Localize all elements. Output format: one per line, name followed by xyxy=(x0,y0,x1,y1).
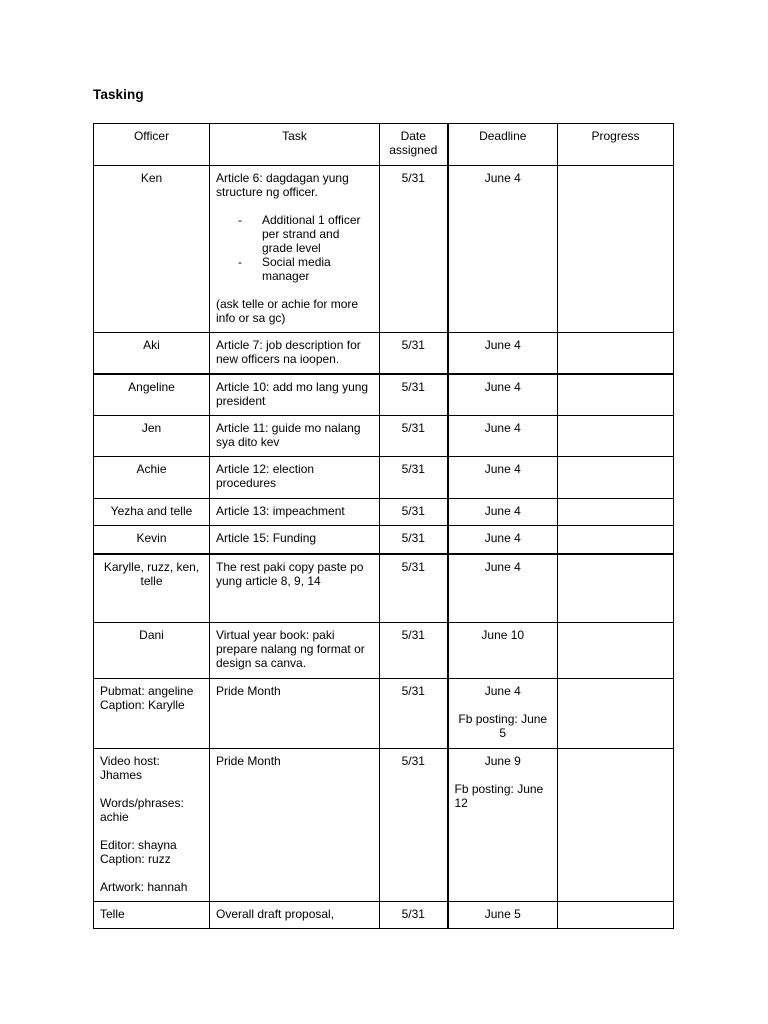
task-cell: Pride Month xyxy=(210,749,380,902)
task-cell: The rest paki copy paste po yung article 8, 9, 14 xyxy=(210,554,380,623)
task-cell: Virtual year book: paki prepare nalang ng format or design sa canva. xyxy=(210,623,380,679)
task-cell: Article 7: job description for new officers na ioopen. xyxy=(210,333,380,374)
progress-cell xyxy=(558,333,674,374)
date-cell: 5/31 xyxy=(380,499,448,526)
officer-cell: Kevin xyxy=(94,526,210,554)
officer-line: Caption: ruzz xyxy=(100,852,171,866)
officer-line: Pubmat: angeline xyxy=(100,684,194,698)
officer-cell xyxy=(94,679,210,749)
table-row xyxy=(94,416,674,457)
progress-cell xyxy=(558,166,674,333)
deadline-cell: June 4 xyxy=(448,554,558,623)
officer-cell: Achie xyxy=(94,457,210,499)
table-row xyxy=(94,374,674,416)
deadline-note: Fb posting: June 12 xyxy=(454,782,544,810)
progress-cell xyxy=(558,374,674,416)
header-progress: Progress xyxy=(558,124,674,166)
date-cell: 5/31 xyxy=(380,374,448,416)
task-bullet: - Social media manager xyxy=(216,255,373,283)
table-row xyxy=(94,749,674,902)
officer-cell: Karylle, ruzz, ken, telle xyxy=(94,554,210,623)
deadline-cell: June 4 xyxy=(448,333,558,374)
date-cell: 5/31 xyxy=(380,526,448,554)
date-cell: 5/31 xyxy=(380,679,448,749)
header-task: Task xyxy=(210,124,380,166)
task-cell xyxy=(210,166,380,333)
date-cell: 5/31 xyxy=(380,749,448,902)
progress-cell xyxy=(558,499,674,526)
deadline-cell: June 4 xyxy=(448,526,558,554)
table-row xyxy=(94,554,674,623)
deadline-cell xyxy=(448,749,558,902)
officer-line: Caption: Karylle xyxy=(100,698,185,712)
task-cell: Article 12: election procedures xyxy=(210,457,380,499)
officer-cell: Angeline xyxy=(94,374,210,416)
officer-cell: Yezha and telle xyxy=(94,499,210,526)
officer-cell xyxy=(94,749,210,902)
deadline-text: June 9 xyxy=(484,754,521,768)
progress-cell xyxy=(558,749,674,902)
deadline-note: Fb posting: June 5 xyxy=(458,712,548,740)
task-cell: Article 11: guide mo nalang sya dito kev xyxy=(210,416,380,457)
progress-cell xyxy=(558,457,674,499)
progress-cell xyxy=(558,526,674,554)
date-cell: 5/31 xyxy=(380,623,448,679)
task-cell: Pride Month xyxy=(210,679,380,749)
table-row xyxy=(94,166,674,333)
deadline-cell xyxy=(448,679,558,749)
progress-cell xyxy=(558,902,674,929)
table-row xyxy=(94,679,674,749)
table-row xyxy=(94,623,674,679)
tasking-table xyxy=(93,123,674,929)
table-row xyxy=(94,457,674,499)
header-deadline: Deadline xyxy=(448,124,558,166)
task-bullet: - Additional 1 officer per strand and grade level xyxy=(216,213,373,255)
task-cell: Overall draft proposal, xyxy=(210,902,380,929)
header-date-assigned: Date assigned xyxy=(380,124,448,166)
deadline-text: June 4 xyxy=(484,684,521,698)
officer-line: Video host: Jhames xyxy=(100,754,160,782)
deadline-cell: June 5 xyxy=(448,902,558,929)
date-cell: 5/31 xyxy=(380,333,448,374)
officer-line: Editor: shayna xyxy=(100,838,177,852)
date-cell: 5/31 xyxy=(380,416,448,457)
header-officer: Officer xyxy=(94,124,210,166)
table-row xyxy=(94,526,674,554)
progress-cell xyxy=(558,554,674,623)
task-note: (ask telle or achie for more info or sa gc) xyxy=(216,297,359,325)
date-cell: 5/31 xyxy=(380,554,448,623)
table-row xyxy=(94,333,674,374)
deadline-cell: June 10 xyxy=(448,623,558,679)
deadline-cell: June 4 xyxy=(448,166,558,333)
task-text: Article 6: dagdagan yung structure ng officer. xyxy=(216,171,349,199)
deadline-cell: June 4 xyxy=(448,457,558,499)
date-cell: 5/31 xyxy=(380,902,448,929)
table-row xyxy=(94,499,674,526)
task-cell: Article 13: impeachment xyxy=(210,499,380,526)
officer-line: Words/phrases: achie xyxy=(100,796,184,824)
page-title: Tasking xyxy=(93,87,144,102)
deadline-cell: June 4 xyxy=(448,374,558,416)
table-row xyxy=(94,902,674,929)
progress-cell xyxy=(558,679,674,749)
progress-cell xyxy=(558,623,674,679)
task-bullet-list xyxy=(216,213,373,283)
date-cell: 5/31 xyxy=(380,457,448,499)
officer-cell: Dani xyxy=(94,623,210,679)
task-cell: Article 15: Funding xyxy=(210,526,380,554)
header-row xyxy=(94,124,674,166)
deadline-cell: June 4 xyxy=(448,416,558,457)
date-cell: 5/31 xyxy=(380,166,448,333)
officer-cell: Ken xyxy=(94,166,210,333)
officer-cell: Telle xyxy=(94,902,210,929)
officer-line: Artwork: hannah xyxy=(100,880,188,894)
officer-cell: Aki xyxy=(94,333,210,374)
task-cell: Article 10: add mo lang yung president xyxy=(210,374,380,416)
progress-cell xyxy=(558,416,674,457)
deadline-cell: June 4 xyxy=(448,499,558,526)
officer-cell: Jen xyxy=(94,416,210,457)
